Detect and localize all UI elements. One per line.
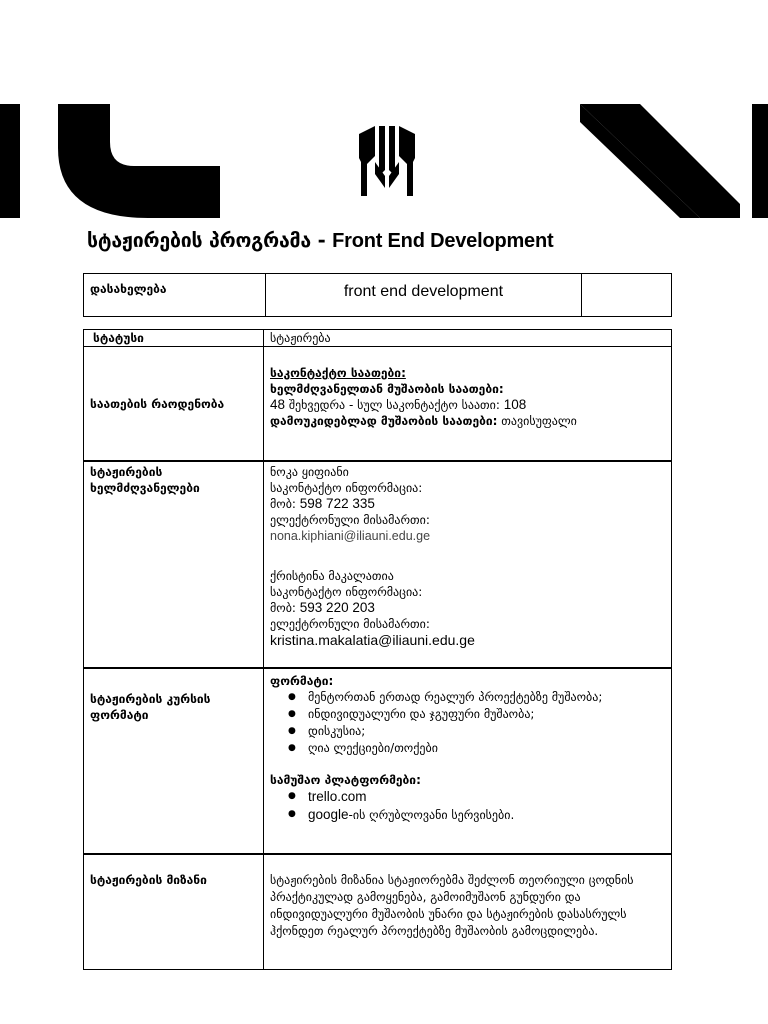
meetings-count: 48 <box>270 397 286 412</box>
list-item: ● დისკუსია; <box>308 723 671 740</box>
supervisor-1-email[interactable]: nona.kiphiani@iliauni.edu.ge <box>270 529 431 543</box>
status-row <box>84 330 672 347</box>
status-label: სტატუსი <box>84 330 264 347</box>
format-list <box>270 689 671 757</box>
supervisor-2-phone-label: მობ: <box>270 601 300 615</box>
list-item: ● მენტორთან ერთად რეალურ პროექტებზე მუშაობა; <box>308 689 671 706</box>
platforms-list <box>270 788 671 824</box>
goal-text: სტაჟირების მიზანია სტაჟიორებმა შეძლონ თეორიული ცოდნის პრაქტიკულად გამოყენება, გამოიმუშაონ გუნდური და ინდივიდუალური მუშაობის უნარი და სტაჟირების დასასრულს ჰქონდეთ რეალურ პროექტებზე მუშაობის გამოცდილება. <box>264 854 672 970</box>
header-banner <box>0 104 768 218</box>
name-label: დასახელება <box>84 274 266 317</box>
supervisor-2-contact-label: საკონტაქტო ინფორმაცია: <box>270 585 423 599</box>
title-prefix: სტაჟირების პროგრამა - <box>87 229 333 252</box>
logo-mark <box>357 126 417 196</box>
name-value: front end development <box>265 274 582 317</box>
name-row <box>84 274 672 317</box>
meetings-line <box>270 397 671 413</box>
supervisor-1-phone-line <box>270 496 671 512</box>
supervisor-1-phone: 598 722 335 <box>299 496 375 511</box>
list-item: ● ღია ლექციები/თოქები <box>308 740 671 757</box>
supervisors-label: სტაჟირების ხელმძღვანელები <box>84 461 264 668</box>
supervisor-hours-label: ხელმძღვანელთან მუშაობის საათები: <box>270 382 504 396</box>
format-row <box>84 668 672 854</box>
supervisor-1-name: ნოკა ყიფიანი <box>270 465 349 479</box>
supervisor-1-contact-label: საკონტაქტო ინფორმაცია: <box>270 481 423 495</box>
title-suffix: Front End Development <box>332 230 554 252</box>
supervisor-1-phone-label: მობ: <box>270 497 300 511</box>
page-title <box>87 229 553 253</box>
platform-google-rest: -ის ღრუბლოვანი სერვისები. <box>348 808 515 822</box>
supervisors-value <box>264 461 672 668</box>
platform-google: google <box>308 807 349 822</box>
format-heading: ფორმატი: <box>270 674 334 688</box>
format-label: სტაჟირების კურსის ფორმატი <box>84 668 264 854</box>
meetings-text: შეხვედრა - სულ საკონტაქტო საათი: <box>285 398 504 412</box>
platforms-heading: სამუშაო პლატფორმები: <box>270 773 421 787</box>
supervisors-row <box>84 461 672 668</box>
name-table <box>83 273 672 317</box>
hours-value <box>264 347 672 462</box>
independent-line <box>270 413 671 429</box>
name-empty-cell <box>582 274 672 317</box>
list-item <box>308 806 671 824</box>
hours-row <box>84 347 672 462</box>
supervisor-2-email-label: ელექტრონული მისამართი: <box>270 617 430 631</box>
goal-row <box>84 854 672 970</box>
hours-label: საათების რაოდენობა <box>84 347 264 462</box>
total-hours: 108 <box>503 397 527 412</box>
list-item: ● ინდივიდუალური და ჯგუფური მუშაობა; <box>308 706 671 723</box>
supervisor-1-email-label: ელექტრონული მისამართი: <box>270 513 430 527</box>
contact-hours-heading: საკონტაქტო საათები: <box>270 366 406 380</box>
details-table <box>83 329 672 970</box>
supervisor-2-phone: 593 220 203 <box>299 600 375 615</box>
supervisor-2-phone-line <box>270 600 671 616</box>
status-value: სტაჟირება <box>264 330 672 347</box>
platform-trello: trello.com <box>308 789 367 804</box>
list-item <box>308 788 671 806</box>
supervisor-2-email[interactable]: kristina.makalatia@iliauni.edu.ge <box>270 632 475 648</box>
format-value <box>264 668 672 854</box>
supervisor-2-name: ქრისტინა მაკალათია <box>270 569 394 583</box>
goal-label: სტაჟირების მიზანი <box>84 854 264 970</box>
independent-label: დამოუკიდებლად მუშაობის საათები: <box>270 414 498 428</box>
independent-value: თავისუფალი <box>497 414 577 428</box>
